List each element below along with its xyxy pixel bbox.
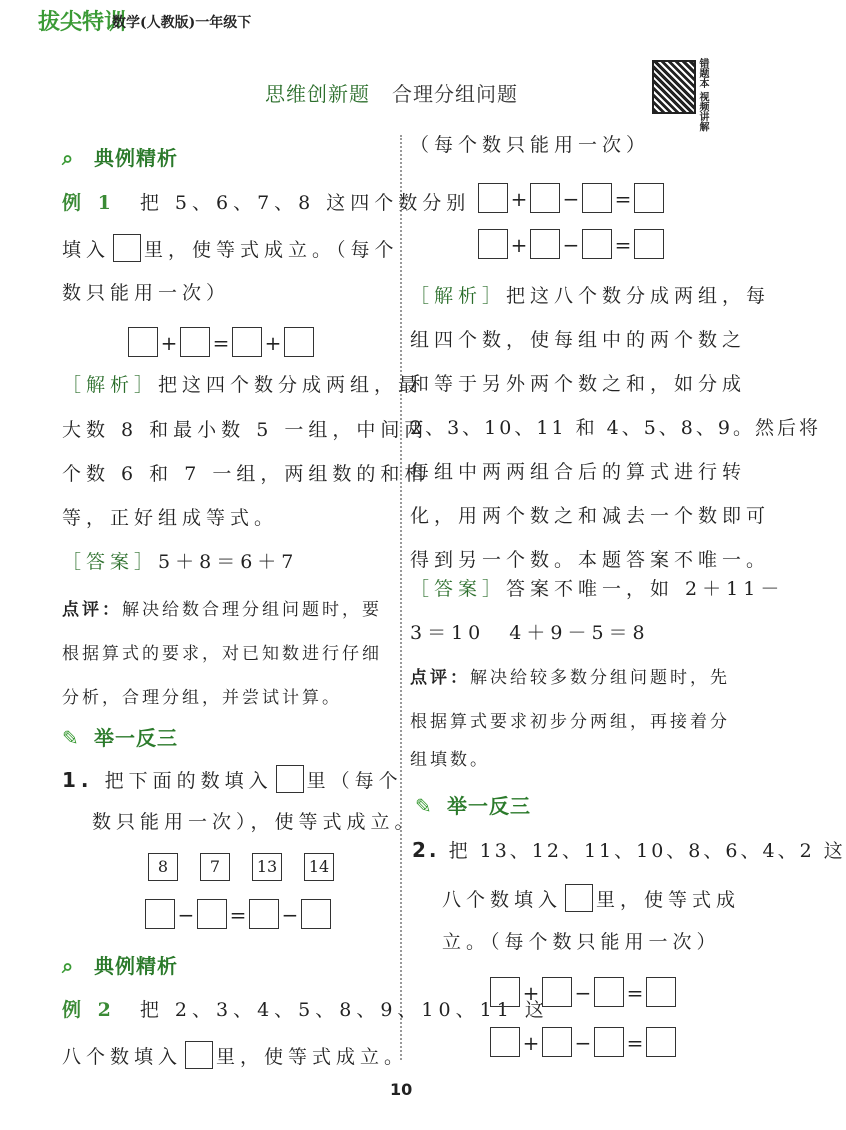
answer-tag: ［答案］ — [62, 551, 159, 573]
example-2-line: （每个数只能用一次） — [410, 134, 651, 156]
text: 八个数填入 — [442, 889, 563, 911]
operator: − — [562, 187, 580, 211]
analysis-tag: ［解析］ — [62, 374, 159, 396]
blank-box[interactable] — [634, 183, 664, 213]
qr-code-icon[interactable] — [652, 60, 696, 114]
text: 把这八个数分成两组，每 — [506, 285, 771, 307]
analysis-line: 大数 8 和最小数 5 一组，中间两 — [62, 419, 429, 441]
blank-box[interactable] — [582, 183, 612, 213]
equation-blank — [490, 1027, 676, 1057]
equation-blank — [478, 183, 664, 213]
brand-logo: 拔尖特训 — [38, 10, 127, 35]
operator: = — [614, 187, 632, 211]
subject-label: 数学(人教版)一年级下 — [112, 15, 252, 31]
comment-line — [410, 665, 730, 691]
equation-blank — [490, 977, 676, 1007]
text: 八个数填入 — [62, 1046, 183, 1068]
answer-box — [185, 1041, 213, 1069]
blank-box[interactable] — [530, 183, 560, 213]
question-1-line — [62, 765, 403, 794]
blank-box[interactable] — [478, 183, 508, 213]
text: 答案不唯一，如 2＋11－ — [506, 578, 785, 600]
text: 里，使等式成 — [596, 889, 741, 911]
example-label: 例 2 — [62, 999, 116, 1021]
operator: − — [574, 1031, 592, 1055]
operator: + — [522, 981, 540, 1005]
equation-blank — [145, 899, 331, 929]
operator: = — [626, 981, 644, 1005]
blank-box[interactable] — [490, 1027, 520, 1057]
number-card: 14 — [304, 853, 334, 881]
operator: = — [229, 903, 247, 927]
pencil-icon: ✎ — [415, 794, 433, 818]
blank-box[interactable] — [542, 977, 572, 1007]
example-2-line — [62, 1041, 408, 1070]
question-2-line — [442, 884, 740, 913]
blank-box[interactable] — [542, 1027, 572, 1057]
analysis-line: 组四个数，使每组中的两个数之 — [410, 329, 747, 351]
text: 里（每个 — [306, 770, 403, 792]
operator: − — [177, 903, 195, 927]
analysis-tag: ［解析］ — [410, 285, 507, 307]
analysis-line: 每组中两两组合后的算式进行转 — [410, 461, 747, 483]
operator: + — [264, 331, 282, 355]
question-number: 1. — [62, 768, 94, 792]
number-cards — [148, 853, 356, 881]
operator: = — [626, 1031, 644, 1055]
analysis-line: 和等于另外两个数之和，如分成 — [410, 373, 747, 395]
example-1-line: 数只能用一次） — [62, 282, 231, 304]
analysis-line — [62, 372, 422, 398]
equation-blank — [478, 229, 664, 259]
analysis-line: 2、3、10、11 和 4、5、8、9。然后将 — [410, 417, 821, 439]
blank-box[interactable] — [232, 327, 262, 357]
blank-box[interactable] — [180, 327, 210, 357]
analysis-line: 化，用两个数之和减去一个数即可 — [410, 505, 771, 527]
blank-box[interactable] — [249, 899, 279, 929]
magnifier-icon: ⌕ — [62, 146, 75, 170]
comment-line: 根据算式要求初步分两组，再接着分 — [410, 712, 730, 732]
operator: = — [212, 331, 230, 355]
equation-blank — [128, 327, 314, 357]
number-card: 8 — [148, 853, 178, 881]
question-number: 2. — [412, 838, 440, 862]
text: 把 13、12、11、10、8、6、4、2 这 — [448, 840, 846, 862]
text: 里，使等式成立。 — [216, 1046, 409, 1068]
answer-box — [113, 234, 141, 262]
heading-text: 举一反三 — [94, 726, 178, 750]
text: 5＋8＝6＋7 — [158, 551, 299, 573]
blank-box[interactable] — [582, 229, 612, 259]
blank-box[interactable] — [530, 229, 560, 259]
blank-box[interactable] — [197, 899, 227, 929]
operator: − — [281, 903, 299, 927]
operator: + — [522, 1031, 540, 1055]
answer-line — [410, 576, 784, 602]
page-number: 10 — [390, 1080, 413, 1099]
operator: − — [562, 233, 580, 257]
number-card: 13 — [252, 853, 282, 881]
blank-box[interactable] — [128, 327, 158, 357]
text: 把下面的数填入 — [104, 770, 273, 792]
comment-line — [62, 597, 382, 623]
magnifier-icon: ⌕ — [62, 954, 75, 978]
blank-box[interactable] — [646, 1027, 676, 1057]
section-heading-example — [62, 142, 178, 171]
blank-box[interactable] — [478, 229, 508, 259]
blank-box[interactable] — [594, 1027, 624, 1057]
comment-line: 组填数。 — [410, 750, 490, 770]
section-heading-practice — [62, 722, 178, 751]
blank-box[interactable] — [145, 899, 175, 929]
text: 把这四个数分成两组，最 — [158, 374, 423, 396]
title-category: 思维创新题 — [265, 82, 370, 106]
blank-box[interactable] — [490, 977, 520, 1007]
example-1-line — [62, 190, 470, 216]
comment-tag: 点评： — [62, 600, 122, 620]
qr-label: 错题本 视频讲解 — [697, 58, 708, 132]
analysis-line: 个数 6 和 7 一组，两组数的和相 — [62, 463, 429, 485]
heading-text: 典例精析 — [94, 954, 178, 978]
comment-line: 根据算式的要求，对已知数进行仔细 — [62, 644, 382, 664]
text: 解决给数合理分组问题时，要 — [122, 600, 382, 620]
column-divider — [400, 135, 402, 1060]
title-topic: 合理分组问题 — [392, 82, 518, 106]
text: 把 5、6、7、8 这四个数分别 — [139, 192, 471, 214]
question-1-line: 数只能用一次），使等式成立。 — [92, 811, 419, 833]
analysis-line: 等，正好组成等式。 — [62, 507, 279, 529]
text: 把 2、3、4、5、8、9、10、11 这 — [139, 999, 549, 1021]
page-title — [265, 78, 518, 107]
answer-box — [565, 884, 593, 912]
operator: + — [160, 331, 178, 355]
operator: + — [510, 233, 528, 257]
example-2-line — [62, 997, 549, 1023]
answer-line: 3＝10 4＋9－5＝8 — [410, 622, 650, 644]
heading-text: 典例精析 — [94, 146, 178, 170]
comment-line: 分析，合理分组，并尝试计算。 — [62, 688, 342, 708]
section-heading-example — [62, 950, 178, 979]
number-card: 7 — [200, 853, 230, 881]
example-label: 例 1 — [62, 192, 116, 214]
analysis-line — [410, 283, 770, 309]
answer-tag: ［答案］ — [410, 578, 507, 600]
answer-line — [62, 549, 298, 575]
example-1-line — [62, 234, 399, 263]
blank-box[interactable] — [594, 977, 624, 1007]
blank-box[interactable] — [284, 327, 314, 357]
question-2-line — [412, 837, 846, 864]
pencil-icon: ✎ — [62, 726, 80, 750]
blank-box[interactable] — [646, 977, 676, 1007]
text: 里，使等式成立。（每个 — [144, 239, 399, 261]
section-heading-practice — [415, 790, 531, 819]
answer-box — [276, 765, 304, 793]
text: 填入 — [62, 239, 111, 261]
blank-box[interactable] — [634, 229, 664, 259]
heading-text: 举一反三 — [447, 794, 531, 818]
operator: − — [574, 981, 592, 1005]
question-2-line: 立。（每个数只能用一次） — [442, 931, 721, 953]
operator: = — [614, 233, 632, 257]
blank-box[interactable] — [301, 899, 331, 929]
operator: + — [510, 187, 528, 211]
analysis-line: 得到另一个数。本题答案不唯一。 — [410, 549, 771, 571]
comment-tag: 点评： — [410, 668, 470, 688]
text: 解决给较多数分组问题时，先 — [470, 668, 730, 688]
